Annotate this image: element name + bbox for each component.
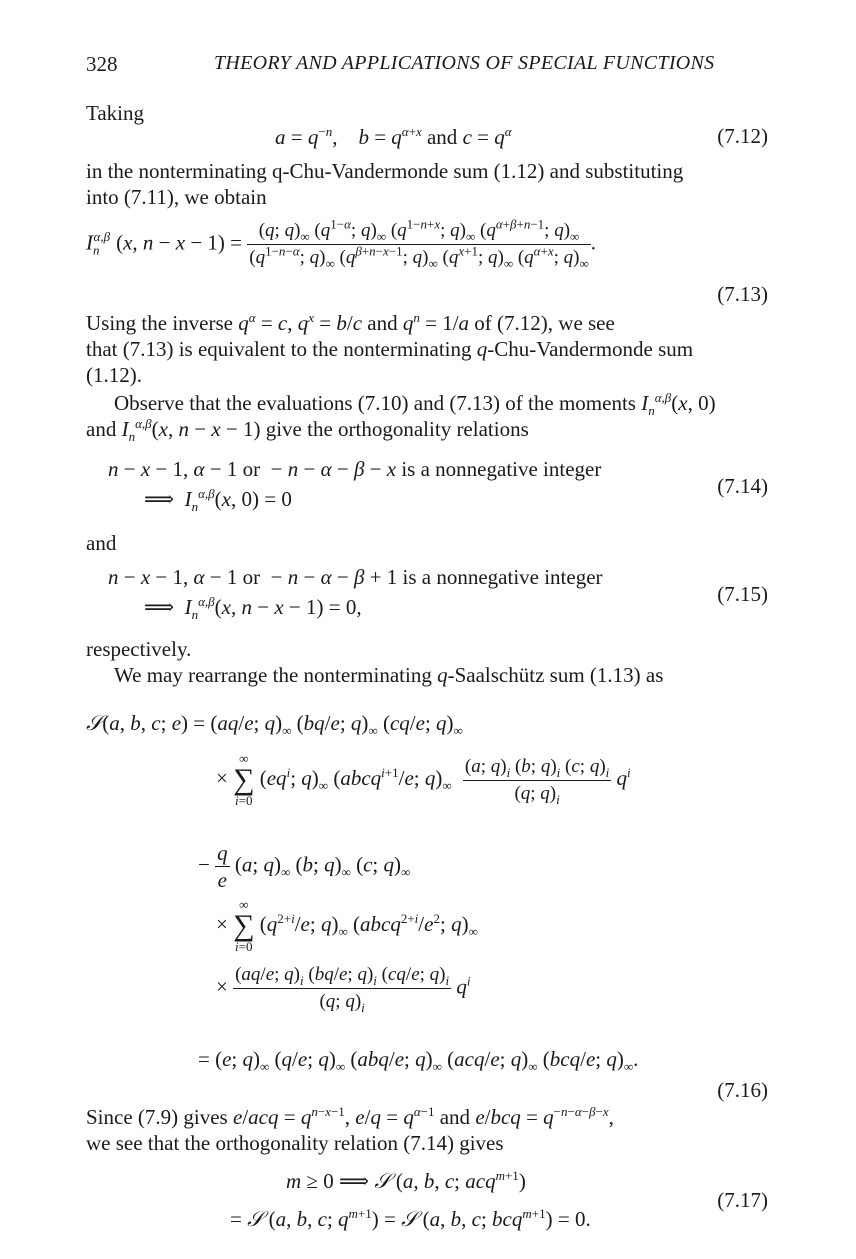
- equation-7-16-line4: × ∞ ∑ i=0 ($q^{2+i}/e$; $q)_\infty$ ($abcq^{2+i}/e^2$; $q)_\infty$: [216, 897, 478, 954]
- equation-7-14-line2: ⟹ $I_n^{\alpha,\beta}(x$, 0) = 0: [144, 486, 292, 515]
- equation-7-16-line1: 𝒮(a, b, c; e) = (aq/e; $q)_\infty$ (bq/e; $q)_\infty$ (cq/e; $q)_\infty$: [86, 711, 463, 739]
- and-text: and: [86, 531, 117, 555]
- equation-7-15-line2: ⟹ $I_n^{\alpha,\beta}(x$, n − x − 1) = 0,: [144, 594, 362, 623]
- equation-7-16-line2: × ∞ ∑ i=0 ($eq^i$; $q)_\infty$ (abcq$^{i+1}$/e; $q)_\infty$ $\frac{(a; q)_i (b; q)_i (c; q)_i}{(q; q)_i}$ $q^i$: [216, 751, 631, 808]
- paragraph-line: we see that the orthogonality relation (7.14) gives: [86, 1131, 504, 1155]
- taking-text: Taking: [86, 101, 145, 125]
- equation-number: (7.14): [717, 474, 768, 498]
- equation-7-13: $I_n^{\alpha,\beta}$ (x, n − x − 1) = $\frac{(q; q)_\infty (q^{1-\alpha}; q)_\infty (q^{1-n+x}; q)_\infty (q^{\alpha+\beta+n-1}; q)_\infty}{(q^{1-n-\alpha}; q)_\infty (q^{\beta+n-x-1}; q)_\infty (q^{x+1}; q)_\infty (q^{\alpha+x}; q)_\infty}$ .: [86, 216, 597, 271]
- paragraph-line: We may rearrange the nonterminating q-Saalschütz sum (1.13) as: [114, 663, 664, 687]
- equation-7-16-line3: − $\frac{q}{e}$ (a; $q)_\infty$ (b; $q)_\infty$ (c; $q)_\infty$: [198, 841, 411, 892]
- paragraph-line: Since (7.9) gives $e/acq = q^{n-x-1}$, $e/q = q^{\alpha-1}$ and $e/bcq = q^{-n-\alpha-\beta-x}$,: [86, 1104, 614, 1129]
- equation-7-15-line1: n − x − 1, α − 1 or − n − α − β + 1 is a nonnegative integer: [108, 565, 603, 589]
- paragraph-line: in the nonterminating q-Chu-Vandermonde sum (1.12) and substituting: [86, 159, 684, 183]
- equation-7-14-line1: n − x − 1, α − 1 or − n − α − β − x is a nonnegative integer: [108, 457, 602, 481]
- equation-7-16-line6: = (e; $q)_\infty$ (q/e; $q)_\infty$ (abq/e; $q)_\infty$ (acq/e; $q)_\infty$ (bcq/e; $q)_\infty$.: [198, 1047, 639, 1075]
- equation-7-17-line1: m ≥ 0 ⟹ 𝒮 (a, b, c; acq$^{m+1}$): [286, 1168, 526, 1193]
- equation-number: (7.17): [717, 1188, 768, 1212]
- paragraph-line: and $I_n^{\alpha,\beta}(x$, n − x − 1) give the orthogonality relations: [86, 416, 529, 445]
- equation-number: (7.16): [717, 1078, 768, 1102]
- paragraph-line: that (7.13) is equivalent to the nonterminating q-Chu-Vandermonde sum: [86, 337, 694, 361]
- equation-number: (7.13): [717, 282, 768, 306]
- page-header: [86, 52, 770, 78]
- running-title: THEORY AND APPLICATIONS OF SPECIAL FUNCTIONS: [214, 52, 715, 74]
- paragraph-line: into (7.11), we obtain: [86, 185, 267, 209]
- equation-7-17-line2: = 𝒮 (a, b, c; $q^{m+1}$) = 𝒮 (a, b, c; bcq$^{m+1}$) = 0.: [230, 1206, 591, 1231]
- page-number: 328: [86, 52, 118, 76]
- equation-number: (7.15): [717, 582, 768, 606]
- respectively-text: respectively.: [86, 637, 192, 661]
- equation-7-16-line5: × $\frac{(aq/e; q)_i (bq/e; q)_i (cq/e; q)_i}{(q; q)_i}$ $q^i$: [216, 964, 471, 1015]
- paragraph-line: Using the inverse $q^\alpha = c$, $q^x = b/c$ and $q^n = 1/a$ of (7.12), we see: [86, 310, 615, 335]
- paragraph-line: Observe that the evaluations (7.10) and (7.13) of the moments $I_n^{\alpha,\beta}(x$, 0): [114, 390, 716, 419]
- equation-number: (7.12): [717, 124, 768, 148]
- paragraph-line: (1.12).: [86, 363, 142, 387]
- equation-7-12: $a = q^{-n}$, $b = q^{\alpha+x}$ and $c = q^\alpha$: [275, 124, 512, 149]
